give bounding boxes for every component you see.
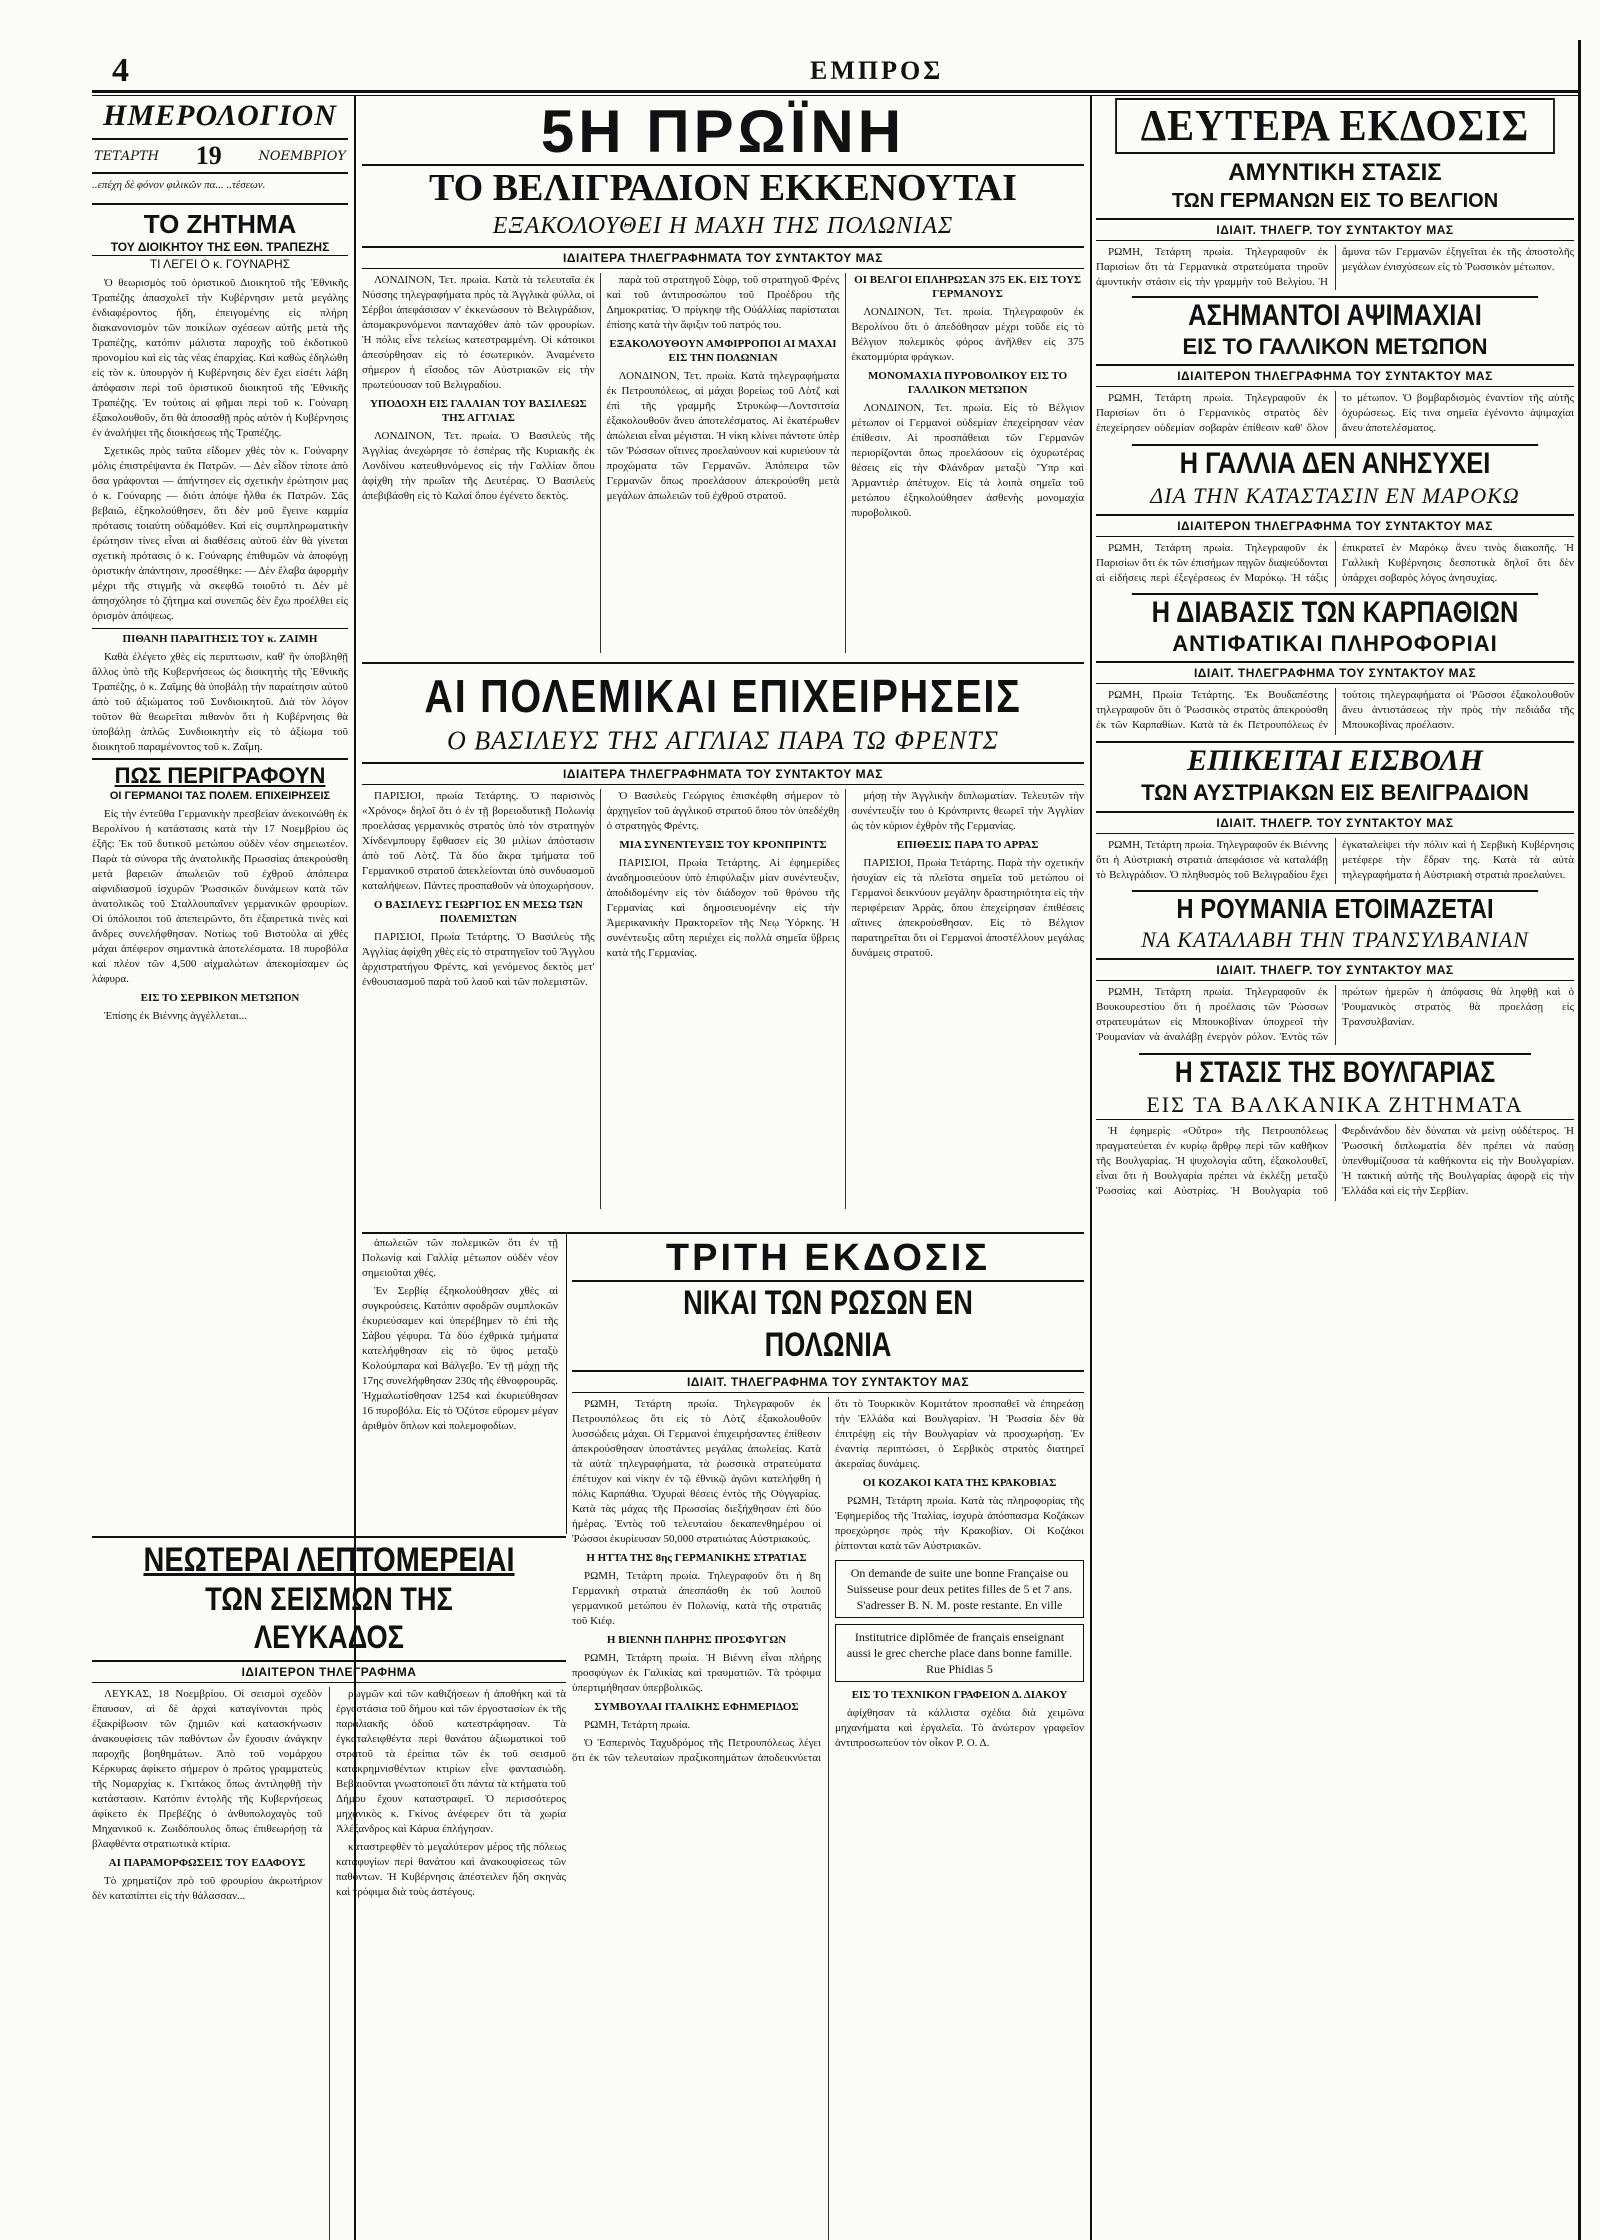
telegram-london-2: ΛΟΝΔΙΝΟΝ, Τετ. πρωία. Ὁ Βασιλεὺς τῆς Ἀγγλίας ἀνεχώρησε τὸ ἑσπέρας τῆς Κυριακῆς ἐκ Λονδίνου κατευθυνόμενος εἰς τὴν Γαλλίαν ὅπου ἀφίχθη τὴν πρωΐαν τῆς Δευτέρας. Ὁ Βασιλεὺς ἀπεβιβάσθη εἰς τὸ Καλαί ὅπου ἐγένετο δεκτὸς. (362, 430, 595, 502)
inner-rule (566, 1234, 567, 1534)
telegram-label-8: ΙΔΙΑΙΤ. ΤΗΛΕΓΡΑΦΗΜΑ ΤΟΥ ΣΥΝΤΑΚΤΟΥ ΜΑΣ (1096, 661, 1574, 684)
section-rule-3 (92, 1536, 566, 1538)
headline-invasion-2: ΤΩΝ ΑΥΣΤΡΙΑΚΩΝ ΕΙΣ ΒΕΛΙΓΡΑΔΙΟΝ (1141, 779, 1529, 805)
lefkada-report-2: Τὸ χρηματίζον πρὸ τοῦ φρουρίου ἀκρωτήριον δὲν καταπίπτει εἰς τὴν θάλασσαν... (92, 1875, 322, 1902)
classified-ad-2: Institutrice diplômée de français enseignant aussi le grec cherche place dans bonne famille. Rue Phidias 5 (835, 1624, 1084, 1682)
page-number: 4 (112, 52, 129, 89)
lefkada-report-1: ΛΕΥΚΑΣ, 18 Νοεμβρίου. Οἱ σεισμοὶ σχεδὸν ἔπαυσαν, αἱ δὲ ἀρχαὶ καταγίνονται πρὸς ἐξακρίβωσιν τῶν ζημιῶν καὶ κατασκήνωσιν ἀνακουφίσεις τῶν παθόντων ὧν ἔχουσιν ἀνάγκην παροχῆς βοηθημάτων. Ἀπὸ τοῦ νομάρχου Κέρκυρας ἀφίκετο σήμερον ὁ πρῶτος γραμματεὺς τῆς Νομαρχίας κ. Γκιτάκος ὅπως ἀντιληφθῇ τὴν κατάστασιν. Κατόπιν ἐντολῆς τῆς Κυβερνήσεως ἀφίκετο ἐκ Πρεβέζης ὁ ἀνθυπολοχαγὸς τοῦ Μηχανικοῦ κ. Ζωιδόπουλος ὅπως ἐπιθεωρήσῃ τὰ βλαφθέντα στρατιωτικὰ κτίρια. (92, 1688, 322, 1850)
serbia-report-2: Ἐν Σερβίᾳ ἐξηκολούθησαν χθὲς αἱ συγκρούσεις. Κατόπιν σφοδρῶν συμπλοκῶν ἐκυριεύσαμεν καὶ ὑπερέβημεν τὸ ἐπὶ τῆς Σάβου γέφυρα. Τὰ δύο ἐχθρικὰ τμήματα κατελήφθησαν εἰς τὸ ὕψος μεταξὺ Κολούμπαρα καὶ Βάλγεβο. Ἐν τῇ μάχῃ τῆς 17ης συνελήφθησαν 230ς τῆς ἐθνοφρουρᾶς. Ἡχμαλωτίσθησαν 1254 καὶ ἐκυριεύθησαν 16 πυροβόλα. Εἰς τὸ Ὀζύτσε εὕρομεν μέγαν ἀριθμὸν ὅπλων καὶ πολεμοφοδίων. (362, 1285, 558, 1432)
telegram-paris-1: ΠΑΡΙΣΙΟΙ, πρωία Τετάρτης. Ὁ παρισινὸς «Χρόνος» δηλοῖ ὅτι ὁ ἐν τῇ βορειοδυτικῇ Πολωνίᾳ προελάσας γερμανικὸς στρατὸς ὑπὸ τὸν στρατηγὸν Χίνδενμπουργ ἔφθασεν εἰς 30 μιλίων ἀπόστασιν ἀπὸ τοῦ Λὸτζ. Τὰ δύο ἄκρα τμήματα τοῦ Γερμανικοῦ στρατοῦ ἀπεκλείονται ὑπὸ συνδυασμοῦ καταλήψεων. Πάντες προσπαθοῦν νὰ ὑποχωρήσουν. (362, 790, 595, 892)
headline-skirmishes: ΑΣΗΜΑΝΤΟΙ ΑΨΙΜΑΧΙΑΙ (1132, 296, 1538, 334)
right-column (1096, 98, 1574, 2240)
right-article-3-text: ΡΩΜΗ, Τετάρτη πρωία. Τηλεγραφοῦν ἐκ Παρισίων ὅτι ἐκ τῶν ἐπισήμων πηγῶν διαψεύδονται αἱ εἰδήσεις περὶ ἐξεγέρσεως ἐν Μαρόκῳ. Ἡ τάξις ἐπικρατεῖ ἐν Μαρόκῳ ἄνευ τινὸς διακοπῆς. Ἡ Γαλλικὴ Κυβέρνησις δεσποτικὰ δηλοῖ ὅτι δὲν ὑπάρχει σοβαρὸς λόγος ἀνησυχίας. (1096, 541, 1574, 584)
lefkada-articles (92, 1687, 566, 2240)
telegram-rome-1: ΡΩΜΗ, Τετάρτη πρωία. Τηλεγραφοῦν ἐκ Πετρουπόλεως ὅτι εἰς τὸ Λὸτζ ἐξακολουθοῦν λυσσώδεις μάχαι. Οἱ Γερμανοὶ ἐπιχειρήσαντες ἐπίθεσιν ἀπεκρούσθησαν ὑποστάντες μεγάλας ἀπωλείας. Κατὰ τὰ αὐτὰ τηλεγραφήματα, τὰ ῥωσσικὰ στρατεύματα ἐπέτυχον καὶ νίκην ἐν τῷ ἐθνικῷ ἀγῶνι κατελήφθη ἡ πόλις Καρπάθια. Ὀχυραὶ θέσεις ἐντὸς τῆς Οὐγγαρίας. Κατὰ τὰς μάχας τῆς Πρωσσίας διεξήχθησαν ἐπὶ δύο ἡμέρας. Ἐντὸς τοῦ τελευταίου δεκαπενθημέρου οἱ Ῥώσσοι ἐκυρίευσαν 50,000 στρατιώτας Αὐστριακούς. (572, 1398, 821, 1545)
headline-france-morocco-2: ΔΙΑ ΤΗΝ ΚΑΤΑΣΤΑΣΙΝ ΕΝ ΜΑΡΟΚΩ (1150, 482, 1520, 508)
telegram-title-king: ΥΠΟΔΟΧΗ ΕΙΣ ΓΑΛΛΙΑΝ ΤΟΥ ΒΑΣΙΛΕΩΣ ΤΗΣ ΑΓΓΛΙΑΣ (369, 398, 587, 424)
article-title-zitima: ΤΟ ΖΗΤΗΜΑ (92, 203, 348, 239)
date-line (92, 138, 348, 174)
telegram-label-10: ΙΔΙΑΙΤ. ΤΗΛΕΓΡ. ΤΟΥ ΣΥΝΤΑΚΤΟΥ ΜΑΣ (1096, 958, 1574, 981)
headline-france-morocco: Η ΓΑΛΛΙΑ ΔΕΝ ΑΝΗΣΥΧΕΙ (1132, 444, 1538, 482)
headline-second-edition: ΔΕΥΤΕΡΑ ΕΚΔΟΣΙΣ (1115, 98, 1555, 154)
right-article-7 (1096, 1119, 1574, 1201)
diary-title: ΗΜΕΡΟΛΟΓΙΟΝ (103, 99, 337, 132)
telegram-paris-6: ΠΑΡΙΣΙΟΙ, Πρωία Τετάρτης. Παρὰ τὴν σχετικὴν ἡσυχίαν εἰς τὰ πλεῖστα σημεῖα τοῦ μετώπου οἱ Γερμανοὶ δεικνύουν μεγάλην δραστηριότητα εἰς τὴν περιφέρειαν Ἀρρὰς, ὅπου ἐπεχείρησαν ἐπιθέσεις αἵτινες ἀπεκρούσθησαν. Εἰς τὸ Βέλγιον παρατηρεῖται ὅτι οἱ Γερμανοὶ ἀποστέλλουν μεγάλας δυνάμεις στρατοῦ. (851, 857, 1084, 959)
telegram-label-7: ΙΔΙΑΙΤΕΡΟΝ ΤΗΛΕΓΡΑΦΗΜΑ ΤΟΥ ΣΥΝΤΑΚΤΟΥ ΜΑΣ (1096, 514, 1574, 537)
headline-russian-victories: ΝΙΚΑΙ ΤΩΝ ΡΩΣΩΝ ΕΝ ΠΟΛΩΝΙΑ (683, 1284, 973, 1364)
article-body-zitima-2: Σχετικῶς πρὸς ταῦτα εἴδομεν χθὲς τὸν κ. Γούναρην μόλις ἐπιστρέψαντα ἐκ Πατρῶν. — Δὲν εἶδον τίποτε ἀπὸ ὅσα γράφονται — ἀπήντησεν εἰς σχετικὴν ἐρώτησιν μας ὁ κ. Γούναρης — διότι ἀπόψε ἦλθα ἐκ Πατρῶν. Σᾶς βεβαιῶ, ἐξηκολούθησεν, ὅτι δὲν μοῦ ἔγεινε καμμία πρότασις τοιαύτη οὐδαμόθεν. Καὶ εἰς συμπληρωματικὴν ἐρώτησιν τίνες εἶναι αἱ διαθέσεις αὐτοῦ ἐὰν θὰ γίνεται σχετικὴ πρότασις ὁ κ. Γούναρης ἐπιθυμῶν νὰ ἀποφύγῃ ὁριστικὴν ἀπάντησιν, προσέθηκε: — Δὲν ἔλαβα ἀφορμὴν μέχρι τῆς στιγμῆς νὰ σκεφθῶ τοιοῦτό τι. Δὲν μὲ ἀπησχόλησε τὸ ζήτημα καὶ συνεπῶς δὲν ἔχω προέλθει εἰς ὁρισμὸν ἀπόψεως. (92, 445, 348, 622)
headline-carpathians-2: ΑΝΤΙΦΑΤΙΚΑΙ ΠΛΗΡΟΦΟΡΙΑΙ (1172, 631, 1498, 656)
telegram-london-6: ΛΟΝΔΙΝΟΝ, Τετ. πρωία. Εἰς τὸ Βέλγιον μέτωπον οἱ Γερμανοὶ οὐδεμίαν ἐπεχείρησαν νέαν ἐπίθεσιν. Αἱ προσπάθειαι τῶν Γερμανῶν περιορίζονται ὅπως προελάσουν εἰς ὀχυρωτέρας θέσεις εἰς τὴν Φλάνδραν μεταξὺ Ὕπρ καὶ Ἀρμαντιὲρ ἀπέτυχον. Εἰς τὰ λοιπὰ σημεῖα τοῦ μετώπου ἐξηκολούθησεν ἀσθενὴς μονομαχία πυροβολικοῦ. (851, 402, 1084, 519)
right-article-4-text: ΡΩΜΗ, Πρωία Τετάρτης. Ἐκ Βουδαπέστης τηλεγραφοῦν ὅτι ὁ Ῥωσσικὸς στρατὸς ἀπεκρούσθη ἐκ τῶν Καρπαθίων. Κατὰ τὰ ἐκ Πετρουπόλεως ἐν τούτοις τηλεγραφήματα οἱ Ῥῶσσοι ἐξακολουθοῦν ἄνευ ἀντιστάσεως τὴν πρὸς τὴν πεδιάδα τῆς Μπουκοβίνας προέλασιν. (1096, 689, 1574, 731)
telegram-rome-2: ΡΩΜΗ, Τετάρτη πρωία. Τηλεγραφοῦν ὅτι ἡ 8η Γερμανικὴ στρατιὰ ἀπεσπάσθη ἐκ τοῦ λοιποῦ γερμανικοῦ μετώπου ἐν Πολωνίᾳ, κατὰ τῆς στρατιᾶς τοῦ Κιέφ. (572, 1570, 821, 1627)
subheadline-king-french: Ο ΒΑΣΙΛΕΥΣ ΤΗΣ ΑΓΓΛΙΑΣ ΠΑΡΑ ΤΩ ΦΡΕΝΤΣ (446, 726, 1000, 755)
classified-ad-3-title: ΕΙΣ ΤΟ ΤΕΧΝΙΚΟΝ ΓΡΑΦΕΙΟΝ Δ. ΔΙΑΚΟΥ (851, 1689, 1068, 1701)
telegram-london-5: ΛΟΝΔΙΝΟΝ, Τετ. πρωία. Τηλεγραφοῦν ἐκ Βερολίνου ὅτι ὁ ἀπεδόθησαν μέχρι τοῦδε εἰς τὸ Βέλγιον πολεμικὸς φόρος ἀνῆλθεν εἰς 375 ἑκατομμύρια φράγκων. (851, 306, 1084, 363)
telegram-london-4: ΛΟΝΔΙΝΟΝ, Τετ. πρωία. Κατὰ τηλεγραφήματα ἐκ Πετρουπόλεως, αἱ μάχαι βορείως τοῦ Λὸτζ καὶ ἐπὶ τῆς γραμμῆς Στρυκὼφ—Λοντσιτσία ἐξακολουθοῦν ἄνευ ἀποτελέσματος. Αἱ ἑκατέρωθεν ἀπώλειαι εἶναι μέγισται. Ἡ νίκη κλίνει πάντοτε ὑπὲρ τῶν Ῥώσσων οἵτινες προελαύνουν καὶ κυριεύουν τὰ προχώματα τῶν Γερμανῶν. Ἀπόπειρα τῶν Γερμανῶν ὅπως προελάσουν ἀπεκρούσθη μετὰ μεγάλων ἀπωλειῶν τοῦ ἐχθροῦ στρατοῦ. (606, 370, 840, 502)
headline-carpathians: Η ΔΙΑΒΑΣΙΣ ΤΩΝ ΚΑΡΠΑΘΙΩΝ (1132, 593, 1538, 631)
article-body-perigrafoun: Εἰς τὴν ἐντεῦθα Γερμανικὴν πρεσβείαν ἀνεκοινώθη ἐκ Βερολίνου ἡ κατάστασις κατὰ τὴν 17 Νοεμβρίου ὡς ἑξῆς: Ἐκ τοῦ δυτικοῦ μετώπου οὐδὲν νέον σημειωτέον. Παρὰ τὰ σύνορα τῆς ἀνατολικῆς Πρωσσίας ἀπεκρούσθη μετὰ βαρειῶν ἀπωλειῶν τοῦ ἐχθροῦ ἀπόπειρα αἰφνιδιασμοῦ ἰσχυρῶν Ῥωσσικῶν δυνάμεων κατὰ τῶν ἀνατολικῶς τοῦ Σταλλουπαῖνεν γερμανικῶν φρουρίων. Οἱ ὑπόλοιποι τοῦ ἀπεπειρῶντο, ὅτι ἐξαιρετικὰ τινὲς καὶ ἄνδρες συνελήφθησαν. Νοτίως τοῦ Βιστούλα αἱ χθὲς μάχαι ἀπέφερον σημαντικὰ ἀποτελέσματα. 18 πυροβόλα καὶ πλέον τῶν 4,500 αἰχμαλώτων ἀπεκομίσαμεν ὡς λάφυρα. (92, 808, 348, 985)
telegram-title-artillery: ΜΟΝΟΜΑΧΙΑ ΠΥΡΟΒΟΛΙΚΟΥ ΕΙΣ ΤΟ ΓΑΛΛΙΚΟΝ ΜΕΤΩΠΟΝ (868, 370, 1068, 396)
headline-lefkada-2: ΤΩΝ ΣΕΙΣΜΩΝ ΤΗΣ ΛΕΥΚΑΔΟΣ (205, 1581, 453, 1655)
headline-bulgaria-2: ΕΙΣ ΤΑ ΒΑΛΚΑΝΙΚΑ ΖΗΤΗΜΑΤΑ (1146, 1092, 1524, 1117)
headline-bulgaria: Η ΣΤΑΣΙΣ ΤΗΣ ΒΟΥΛΓΑΡΙΑΣ (1139, 1053, 1531, 1091)
right-article-4 (1096, 688, 1574, 735)
telegram-title-8th-army: Η ΗΤΤΑ ΤΗΣ 8ης ΓΕΡΜΑΝΙΚΗΣ ΣΤΡΑΤΙΑΣ (586, 1552, 807, 1564)
telegram-paris-2: ΠΑΡΙΣΙΟΙ, Πρωία Τετάρτης. Ὁ Βασιλεὺς τῆς Ἀγγλίας ἀφίχθη χθὲς εἰς τὸ στρατηγεῖον τοῦ Ἄγγλου ἀρχιστρατήγου Φρέντς, καὶ γενόμενος δεκτὸς μετ' ἐνθουσιασμοῦ παρὰ τοῦ λαοῦ καὶ τῶν πολεμιστῶν. (362, 931, 595, 988)
center-top-section (362, 100, 1084, 660)
headline-belgrade: ΤΟ ΒΕΛΙΓΡΑΔΙΟΝ ΕΚΚΕΝΟΥΤΑΙ (362, 164, 1084, 210)
right-article-6 (1096, 985, 1574, 1045)
page-edge (1578, 40, 1581, 2240)
section-rule (362, 662, 1084, 664)
headline-third-edition: ΤΡΙΤΗ ΕΚΔΟΣΙΣ (572, 1236, 1084, 1282)
telegram-title-kronprinz: ΜΙΑ ΣΥΝΕΝΤΕΥΞΙΣ ΤΟΥ ΚΡΟΝΠΡΙΝΤΣ (619, 839, 827, 851)
third-edition-articles (572, 1397, 1084, 2240)
headline-operations: ΑΙ ΠΟΛΕΜΙΚΑΙ ΕΠΙΧΕΙΡΗΣΕΙΣ (424, 670, 1022, 722)
telegram-label-9: ΙΔΙΑΙΤ. ΤΗΛΕΓΡ. ΤΟΥ ΣΥΝΤΑΚΤΟΥ ΜΑΣ (1096, 811, 1574, 834)
lefkada-report-3: ρωγμῶν καὶ τῶν καθιζήσεων ἡ ἀποθήκη καὶ τὰ ἐργοστάσια τοῦ δήμου καὶ τῶν ἐργοστασίων ἐκ τῆς παραλιακῆς ὁδοῦ κατεστράφησαν. Τὰ ἐγκαταλειφθέντα περὶ θανάτου ἀξιωματικοὶ τοῦ στρατοῦ τὰ ἐρείπια τῶν ἐκ τοῦ σεισμοῦ κατακρημνισθέντων κτιρίων εἶνε φαντασιώδη. Βεβαιοῦνται γνωστοποιεῖ ὅτι πάντα τὰ κτήματα τοῦ Δήμου ἔχουν καταστραφεῖ. Ὁ περισσότερος μηχανικὸς κ. Γκίνος ἀνέφερεν ὅτι τὰ χωρία Ἀλέξανδρος καὶ Κάρυα ἐπλήγησαν. (336, 1688, 566, 1835)
right-article-1 (1096, 245, 1574, 290)
telegram-title-vienna: Η ΒΙΕΝΝΗ ΠΛΗΡΗΣ ΠΡΟΣΦΥΓΩΝ (606, 1634, 787, 1646)
center-lower-right (572, 1236, 1084, 2240)
right-article-6-text: ΡΩΜΗ, Τετάρτη πρωία. Τηλεγραφοῦν ἐκ Βουκουρεστίου ὅτι ἡ προέλασις τῶν Ῥώσσων στρατευμάτων εἰς Μπουκοβίναν ὑποχρεοῖ τὴν Ῥουμανίαν νὰ ἀναλάβῃ ἐνεργὸν ρόλον. Ἐντὸς τῶν πρώτων ἡμερῶν ἡ ἀπόφασις θὰ ληφθῇ καὶ ὁ Ῥουμανικὸς στρατὸς θὰ προελάσῃ εἰς Τρανσυλβανίαν. (1096, 986, 1574, 1043)
article-title-perigrafoun: ΠΩΣ ΠΕΡΙΓΡΑΦΟΥΝ (92, 758, 348, 789)
center-top-articles (362, 273, 1084, 653)
section-rule-2 (362, 1232, 1084, 1234)
telegram-label-6: ΙΔΙΑΙΤΕΡΟΝ ΤΗΛΕΓΡΑΦΗΜΑ ΤΟΥ ΣΥΝΤΑΚΤΟΥ ΜΑΣ (1096, 364, 1574, 387)
right-article-7-text: Ἡ ἐφημερὶς «Οὔτρο» τῆς Πετρουπόλεως πραγματεύεται ἐν κυρίῳ ἄρθρῳ περὶ τῶν καθῆκον τῆς Βουλγαρίας. Ἡ ψυχολογία αὕτη, ἐξακολουθεῖ, εἶναι ὅτι ἡ Βουλγαρία πρέπει νὰ ἐκλέξῃ μεταξὺ Ῥωσσίας καὶ Αὐστρίας. Ἡ Βουλγαρία τοῦ Φερδινάνδου δὲν δύναται νὰ μείνῃ οὐδέτερος. Ἡ Ῥωσσικὴ διπλωματία δὲν πρέπει νὰ παύσῃ ὑπενθυμίζουσα τὰ καθήκοντα εἰς τὴν Βουλγαρίαν. Ἡ τακτικὴ αὐτῆς τῆς Βουλγαρίας ἀφορᾷ εἰς τὴν Ἑλλάδα καὶ εἰς τὴν Σερβίαν. (1096, 1125, 1574, 1197)
lefkada-section (92, 1540, 566, 2240)
classified-ad-3: ἀφίχθησαν τὰ κάλλιστα σχέδια διὰ χειμῶνα μηχανήματα καὶ ἐργαλεῖα. Τὸ ἀνώτερον γραφεῖον ἀντιπροσωπεύον τὸν οἶκον Ρ. Ο. Δ. (835, 1707, 1084, 1749)
headline-5th-edition: 5Η ΠΡΩΪΝΗ (540, 100, 906, 165)
article-body-zaimis: Καθὰ ἐλέγετο χθὲς εἰς περιπτωσιν, καθ' ἣν ὑποβληθῇ ἄλλος ὑπὸ τῆς Κυβερνήσεως ὡς διοικητὴς τῆς Ἐθνικῆς Τραπέζης, ὁ κ. Ζαΐμης θὰ ὑποβάλῃ τὴν παραίτησιν αὐτοῦ ἀπὸ τοῦ ἀξιώματος τοῦ Συνδιοικητοῦ. Διὰ τὸν λόγον τοῦτον θὰ θεωρεῖται πιθανὸν ὅτι ἡ Κυβέρνησις θὰ ὑποβάλῃ ἁπλῶς Συνδιοικητὴν εἰς τὸ ἀξίωμα τοῦ διοικητοῦ παραμένοντος τοῦ κ. Ζαΐμη. (92, 651, 348, 753)
telegram-label-4: ΙΔΙΑΙΤΕΡΟΝ ΤΗΛΕΓΡΑΦΗΜΑ (92, 1660, 566, 1683)
telegram-rome-6: ΡΩΜΗ, Τετάρτη πρωία. Κατὰ τὰς πληροφορίας τῆς Ἐφημερίδος τῆς Ἰταλίας, ἰσχυρὰ ἀπόσπασμα Κοζάκων προεχώρησε πρὸς τὴν Κρακοβίαν. Οἱ Κοζάκοι ῥίπτονται κατὰ τῶν Αὐστριακῶν. (835, 1495, 1084, 1552)
telegram-title-poland: ΕΞΑΚΟΛΟΥΘΟΥΝ ΑΜΦΙΡΡΟΠΟΙ ΑΙ ΜΑΧΑΙ ΕΙΣ ΤΗΝ ΠΟΛΩΝΙΑΝ (609, 338, 837, 364)
telegram-label-3: ΙΔΙΑΙΤ. ΤΗΛΕΓΡΑΦΗΜΑ ΤΟΥ ΣΥΝΤΑΚΤΟΥ ΜΑΣ (572, 1370, 1084, 1393)
masthead-rule-thin (92, 95, 1580, 96)
date-day: ΤΕΤΑΡΤΗ (94, 148, 159, 164)
headline-defensive-2: ΤΩΝ ΓΕΡΜΑΝΩΝ ΕΙΣ ΤΟ ΒΕΛΓΙΟΝ (1171, 190, 1499, 212)
telegram-london-3: παρὰ τοῦ στρατηγοῦ Σὸφρ, τοῦ στρατηγοῦ Φρένς καὶ τοῦ ἀντιπροσώπου τοῦ Προέδρου τῆς Δημοκρατίας. Ὁ πρίγκηψ τῆς Οὐάλλίας παρίσταται ἐπίσης κατὰ τὴν ἄφιξιν τοῦ πατρός του. (606, 274, 840, 331)
headline-skirmishes-2: ΕΙΣ ΤΟ ΓΑΛΛΙΚΟΝ ΜΕΤΩΠΟΝ (1182, 334, 1488, 359)
right-article-5 (1096, 838, 1574, 885)
serbia-report-1: ἀπωλειῶν τῶν πολεμικῶν ὅτι ἐν τῇ Πολωνίᾳ καὶ Γαλλίᾳ μέτωπον οὐδὲν νέον σημειοῦται χθές. (362, 1237, 558, 1279)
telegram-london-1: ΛΟΝΔΙΝΟΝ, Τετ. πρωία. Κατὰ τὰ τελευταῖα ἐκ Νύσσης τηλεγραφήματα πρὸς τὰ Ἀγγλικὰ φύλλα, οἱ Σέρβοι ἀπεφάσισαν ν' ἐκκενώσουν τὸ Βελιγράδιον, ἀπομακρυνόμενοι πανταχόθεν ἀπὸ τῶν φρουρίων. Ἡ πόλις εἶνε τελείως κατεστραμμένη. Οἱ κάτοικοι ἀπεσύρθησαν εἰς τὸ ἐσωτερικόν. Ἀναμένετο σήμερον ἡ εἴσοδος τῶν Αὐστριακῶν εἰς τὴν πρωτεύουσαν τοῦ Βελιγραδίου. (362, 274, 595, 391)
telegram-label-2: ΙΔΙΑΙΤΕΡΑ ΤΗΛΕΓΡΑΦΗΜΑΤΑ ΤΟΥ ΣΥΝΤΑΚΤΟΥ ΜΑΣ (362, 762, 1084, 785)
telegram-label-5: ΙΔΙΑΙΤ. ΤΗΛΕΓΡ. ΤΟΥ ΣΥΝΤΑΚΤΟΥ ΜΑΣ (1096, 218, 1574, 241)
telegram-rome-5: Ὁ Ἑσπερινὸς Ταχυδρόμος τῆς Πετρουπόλεως λέγει ὅτι ἐκ τῶν τελευταίων πραξικοπημάτων ἀποδεικνύεται ὅτι τὸ Τουρκικὸν Κομιτάτον προσπαθεῖ νὰ ἐπηρεάσῃ τὴν Ἑλλάδα καὶ Βουλγαρίαν. Ἡ Ῥωσσία δὲν θὰ ἐπιτρέψῃ εἰς τὴν Βουλγαρίαν νὰ προσχωρήσῃ. Ἐν ἐναντίᾳ περιπτώσει, ὁ Σερβικὸς στρατὸς διατηρεῖ ἀκεραίας δυνάμεις. (572, 1398, 1084, 1764)
date-number: 19 (195, 141, 222, 170)
article-subtitle-gounaris: ΤΙ ΛΕΓΕΙ Ο κ. ΓΟΥΝΑΡΗΣ (149, 257, 291, 271)
telegram-paris-3: Ὁ Βασιλεὺς Γεώργιος ἐπισκέφθη σήμερον τὸ ἀρχηγεῖον τοῦ ἀγγλικοῦ στρατοῦ ὅπου τὸν ὑπεδέχθη ὁ στρατηγὸς Φρέντς. (606, 790, 840, 832)
right-article-2-text: ΡΩΜΗ, Τετάρτη πρωία. Τηλεγραφοῦν ἐκ Παρισίων ὅτι ὁ Γερμανικὸς στρατὸς δὲν ἐπεχείρησεν οὐδεμίαν σοβαρὰν ἐπίθεσιν καθ' ὅλον το μέτωπον. Ὁ βομβαρδισμὸς ἐναντίον τῆς αὐτῆς ὀχυρώσεως. Εἰς τινα σημεῖα ἐγένοντο ἀψιμαχίαι ἄνευ ἀποτελέσματος. (1096, 392, 1574, 434)
headline-lefkada-1: ΝΕΩΤΕΡΑΙ ΛΕΠΤΟΜΕΡΕΙΑΙ (143, 1541, 515, 1579)
masthead-rule (92, 90, 1580, 93)
telegram-title-italian-paper: ΣΥΜΒΟΥΛΑΙ ΙΤΑΛΙΚΗΣ ΕΦΗΜΕΡΙΔΟΣ (594, 1701, 799, 1713)
lefkada-report-4: καταστρεφθὲν τὸ μεγαλύτερον μέρος τῆς πόλεως καταφυγίων περὶ θανάτου καὶ ἀνακουφίσεως τῶν παθόντων. Ἡ Κυβέρνησις ἀπέστειλεν ἤδη σκηνὰς καὶ τρόφιμα διὰ τοὺς ἀστέγους. (336, 1841, 566, 1898)
headline-defensive: ΑΜΥΝΤΙΚΗ ΣΤΑΣΙΣ (1228, 159, 1442, 186)
article-subtitle-zitima: ΤΟΥ ΔΙΟΙΚΗΤΟΥ ΤΗΣ ΕΘΝ. ΤΡΑΠΕΖΗΣ (92, 239, 348, 256)
article-body-serbian-front: Ἐπίσης ἐκ Βιέννης ἀγγέλλεται... (104, 1010, 247, 1022)
lefkada-title-ground: ΑΙ ΠΑΡΑΜΟΡΦΩΣΕΙΣ ΤΟΥ ΕΔΑΦΟΥΣ (108, 1857, 306, 1869)
center-lower-left (362, 1236, 558, 1534)
telegram-paris-5: μήσῃ τὴν Ἀγγλικὴν διπλωματίαν. Τελευτῶν τὴν συνέντευξίν του ὁ Κρόνπριντς θεωρεῖ τὴν Ἀγγλίαν ὡς τὸν κύριον ἐχθρὸν τῆς Γερμανίας. (851, 790, 1084, 832)
article-subtitle-perigrafoun: ΟΙ ΓΕΡΜΑΝΟΙ ΤΑΣ ΠΟΛΕΜ. ΕΠΙΧΕΙΡΗΣΕΙΣ (109, 790, 331, 802)
center-middle-articles (362, 789, 1084, 1209)
article-title-zaimis: ΠΙΘΑΝΗ ΠΑΡΑΙΤΗΣΙΣ ΤΟΥ κ. ΖΑΙΜΗ (92, 628, 348, 646)
center-middle-section (362, 668, 1084, 1228)
paper-title: ΕΜΠΡΟΣ (810, 56, 944, 85)
article-body-zitima-1: Ὁ θεωρισμὸς τοῦ ὁριστικοῦ Διοικητοῦ τῆς Ἐθνικῆς Τραπέζης ἀπασχολεῖ τὴν Κυβέρνησιν μετὰ μεγάλης ἐνδιαφέροντος ἤδη, ἐπειγομένης εἰς πλήρη διακανονισμὸν τῶν ποικίλων σχέσεων αὐτῆς μετὰ τῆς Τραπέζης, κατόπιν μάλιστα παροχῆς τοῦ ἐκδοτικοῦ προνομίου καὶ εἰς τὰς νέας ἐπαρχίας. Καὶ καθὼς ἐδηλώθη εἰς τὸν κ. ὑπουργὸν ἡ Κυβέρνησις δὲν ἔχει εἰσέτι λάβη ἀπόφασιν περὶ τοῦ ὁριστικοῦ διοικητοῦ τῆς Ἐθνικῆς Τραπέζης. Ἐν τούτοις αἱ φῆμαι περὶ τοῦ κ. Γούναρη ἐξακολουθοῦν, ὅτι θὰ ἀποσαθῇ πρὸς αὐτὸν ἡ Κυβέρνησις ἐν ἀναλήψει τῆς διοικήσεως τῆς Τραπέζης. (92, 277, 348, 439)
right-article-3 (1096, 541, 1574, 588)
telegram-paris-4: ΠΑΡΙΣΙΟΙ, Πρωία Τετάρτης. Αἱ ἐφημερίδες ἀναδημοσιεύουν ὑπὸ ἐπιφύλαξιν μίαν συνέντευξιν, ἀποδιδομένην εἰς τὸν διάδοχον τοῦ θρόνου τῆς Γερμανίας καὶ δημοσιευομένην εἰς τὴν Ἀμερικανικὴν Πρακτορεῖον τῆς Νεῳ Ὑόρκης. Ἡ συνέντευξις αὕτη περιέχει εἰς πολλὰ σημεῖα ὕβρεις κατὰ τῆς Γερμανίας. (606, 857, 840, 959)
column-rule-2 (1090, 96, 1092, 2240)
telegram-label: ΙΔΙΑΙΤΕΡΑ ΤΗΛΕΓΡΑΦΗΜΑΤΑ ΤΟΥ ΣΥΝΤΑΚΤΟΥ ΜΑΣ (362, 246, 1084, 269)
date-month: ΝΟΕΜΒΡΙΟΥ (258, 148, 346, 164)
telegram-title-george: Ο ΒΑΣΙΛΕΥΣ ΓΕΩΡΓΙΟΣ ΕΝ ΜΕΣΩ ΤΩΝ ΠΟΛΕΜΙΣΤΩΝ (373, 899, 583, 925)
headline-romania: Η ΡΟΥΜΑΝΙΑ ΕΤΟΙΜΑΖΕΤΑΙ (1132, 890, 1538, 926)
telegram-title-cossacks: ΟΙ ΚΟΖΑΚΟΙ ΚΑΤΑ ΤΗΣ ΚΡΑΚΟΒΙΑΣ (862, 1477, 1057, 1489)
subheadline-poland: ΕΞΑΚΟΛΟΥΘΕΙ Η ΜΑΧΗ ΤΗΣ ΠΟΛΩΝΙΑΣ (492, 213, 954, 239)
telegram-title-belgians: ΟΙ ΒΕΛΓΟΙ ΕΠΛΗΡΩΣΑΝ 375 ΕΚ. ΕΙΣ ΤΟΥΣ ΓΕΡΜΑΝΟΥΣ (854, 274, 1082, 300)
headline-invasion: ΕΠΙΚΕΙΤΑΙ ΕΙΣΒΟΛΗ (1096, 741, 1574, 779)
article-title-serbian-front: ΕΙΣ ΤΟ ΣΕΡΒΙΚΟΝ ΜΕΤΩΠΟΝ (140, 992, 300, 1004)
telegram-title-arras: ΕΠΙΘΕΣΙΣ ΠΑΡΑ ΤΟ ΑΡΡΑΣ (896, 839, 1039, 851)
intro-text: ..επέχη δὲ φόνον φιλικῶν πα... ..τέσεων. (92, 179, 266, 191)
right-article-5-text: ΡΩΜΗ, Τετάρτη πρωία. Τηλεγραφοῦν ἐκ Βιέννης ὅτι ἡ Αὐστριακὴ στρατιὰ ἀπεφάσισε νὰ καταλάβῃ τὸ Βελιγράδιον. Ὁ πληθυσμὸς τοῦ Βελιγραδίου ἔχει ἐγκαταλείψει τὴν πόλιν καὶ ἡ Σερβικὴ Κυβέρνησις μετέφερε τὴν ἕδραν της. Κατὰ τὰ αὐτὰ τηλεγραφήματα ἡ Αὐστριακὴ στρατιὰ προελαύνει. (1096, 838, 1574, 881)
telegram-rome-3: ΡΩΜΗ, Τετάρτη πρωία. Ἡ Βιέννη εἶναι πλήρης προσφύγων ἐκ Γαλικίας καὶ τραυματιῶν. Τὰ τρόφιμα ὑπερτιμήθησαν ὑπερβολικῶς. (572, 1652, 821, 1694)
right-article-2 (1096, 391, 1574, 438)
right-article-1-text: ΡΩΜΗ, Τετάρτη πρωία. Τηλεγραφοῦν ἐκ Παρισίων ὅτι τὰ Γερμανικὰ στρατεύματα τηροῦν ἀμυντικὴν στάσιν εἰς τὴν γραμμὴν τοῦ Βελγίου. Ἡ ἄμυνα τῶν Γερμανῶν ἐξηγεῖται ἐκ τῆς ἀποστολῆς μεγάλων ἐνισχύσεων εἰς τὸ Ῥωσσικὸν μέτωπον. (1096, 246, 1574, 288)
masthead (0, 52, 1600, 90)
headline-romania-2: ΝΑ ΚΑΤΑΛΑΒΗ ΤΗΝ ΤΡΑΝΣΥΛΒΑΝΙΑΝ (1141, 927, 1529, 952)
classified-ad-1: On demande de suite une bonne Française ou Suisseuse pour deux petites filles de 5 et 7 ans. S'adresser B. N. M. poste restante. En ville (835, 1560, 1084, 1618)
telegram-rome-4: ΡΩΜΗ, Τετάρτη πρωία. (584, 1719, 691, 1731)
